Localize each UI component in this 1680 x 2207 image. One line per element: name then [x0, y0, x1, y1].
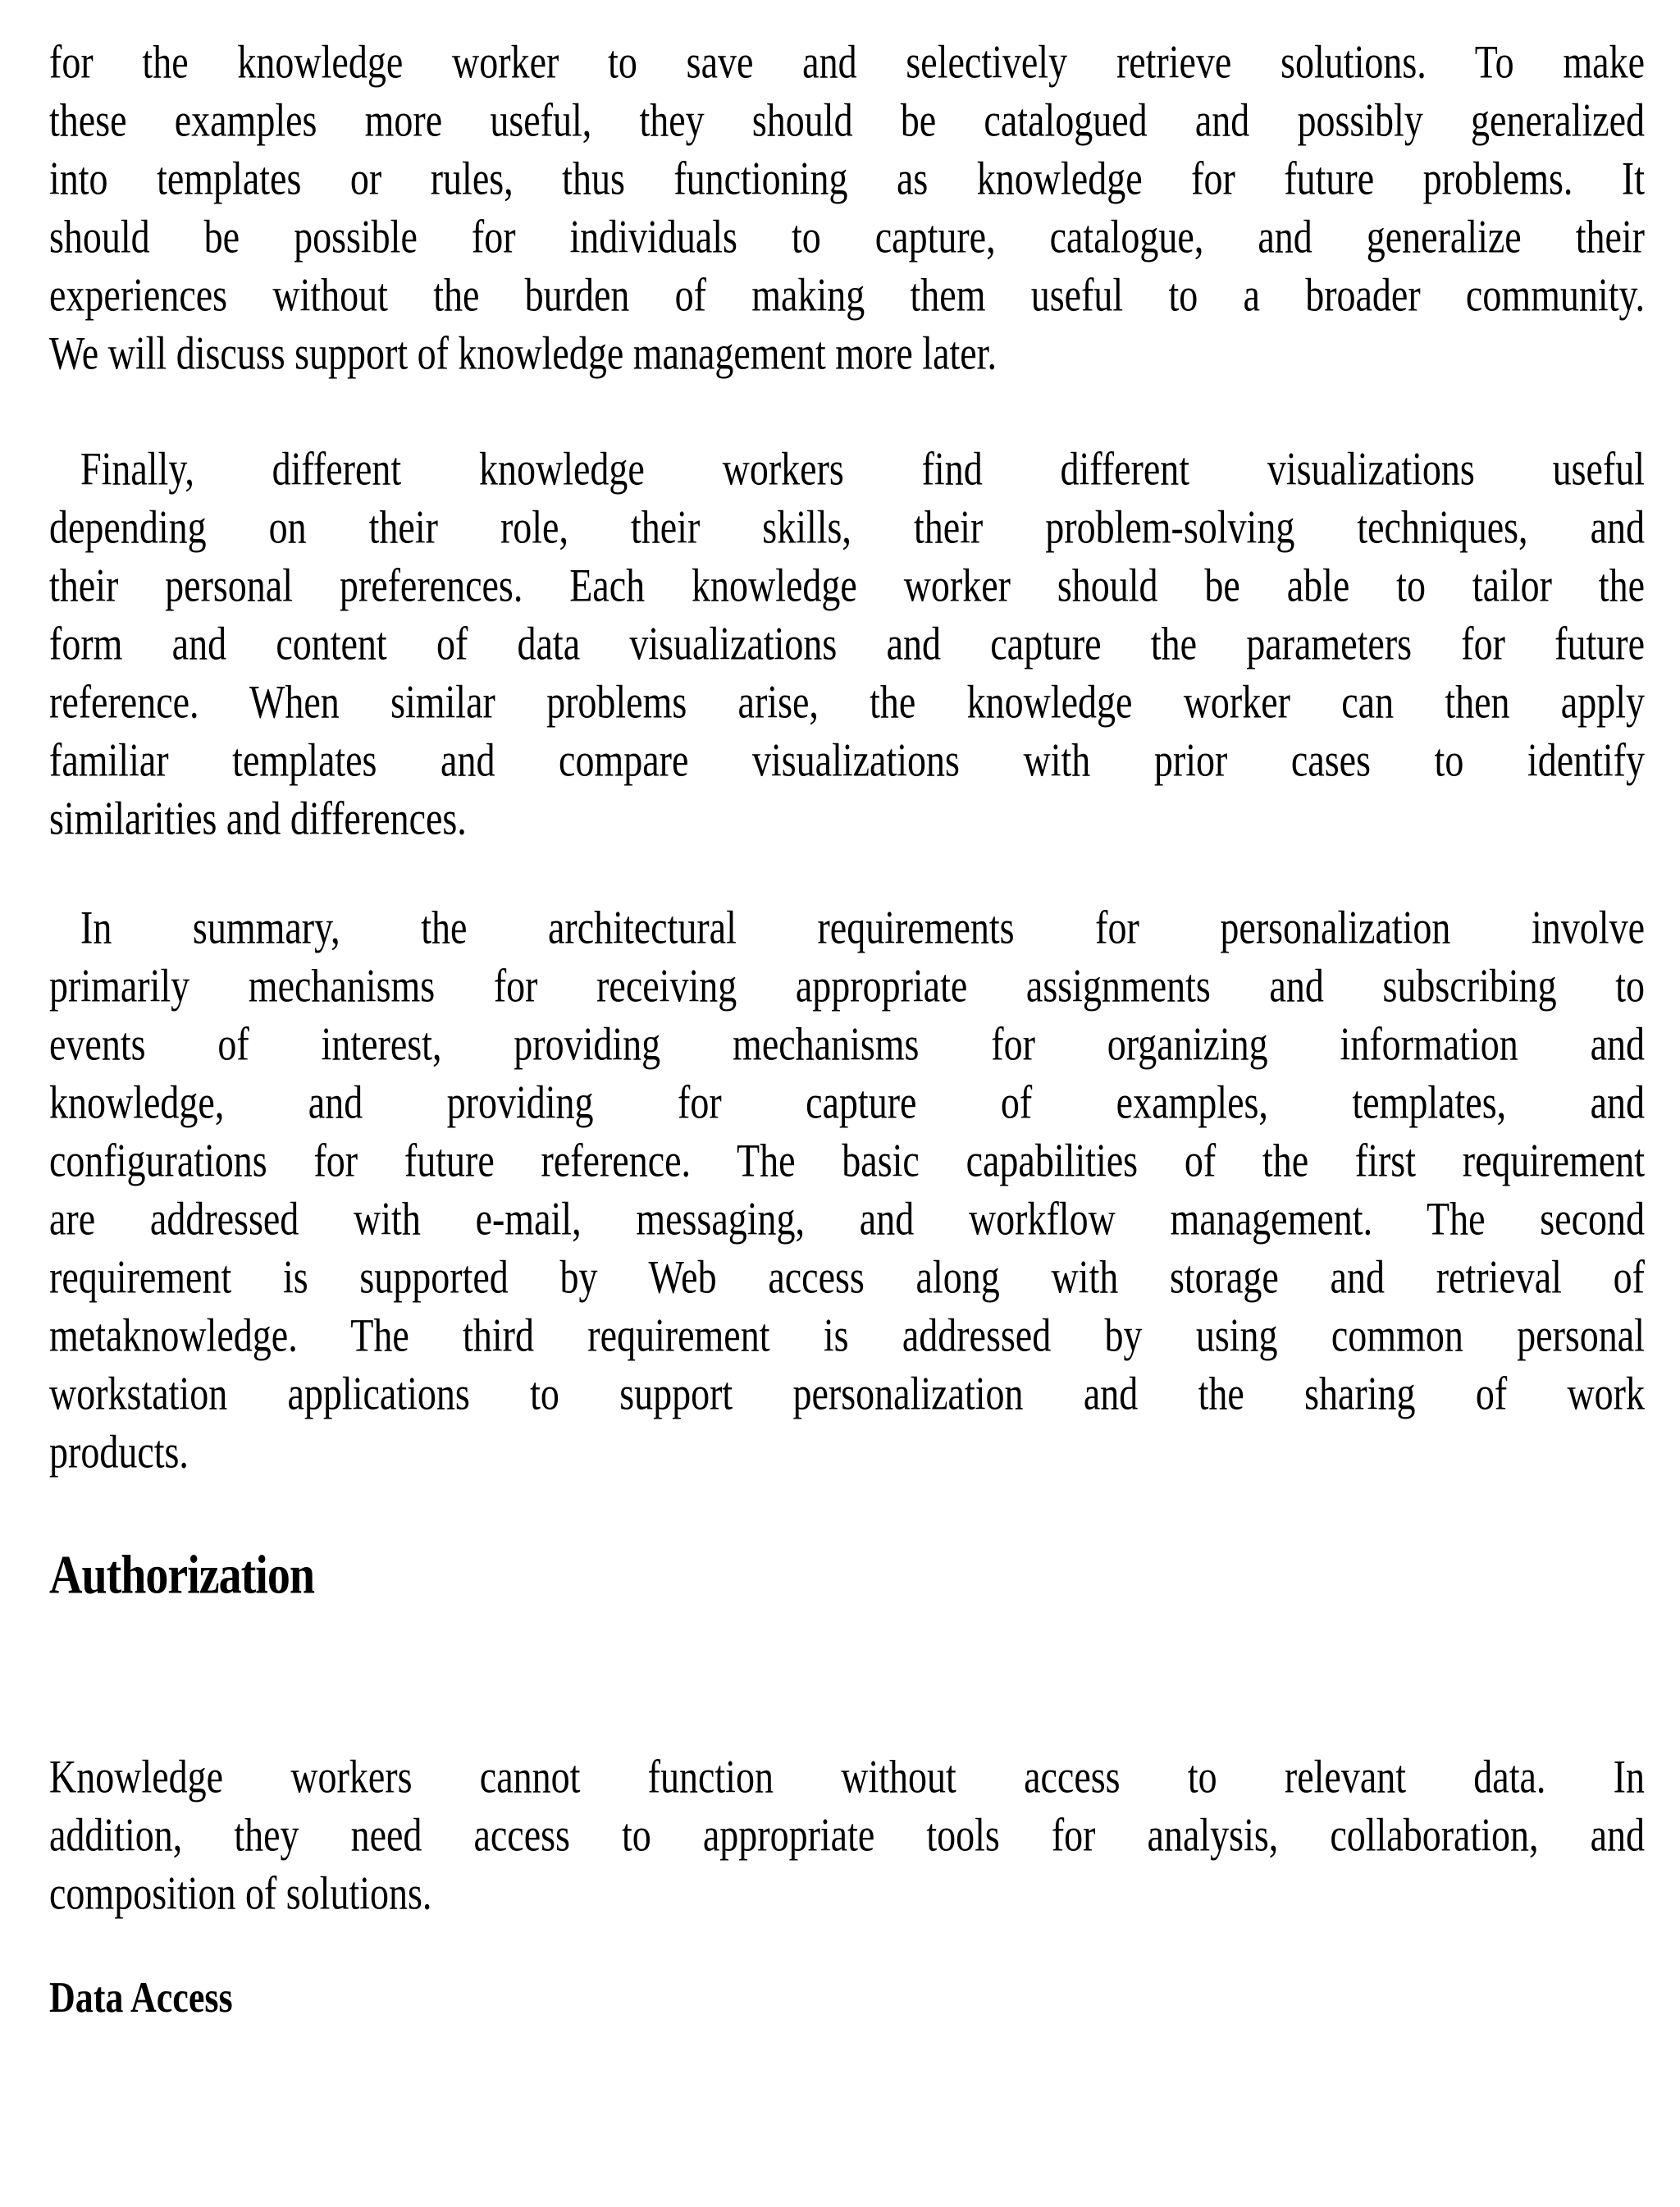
text-line: experiences without the burden of making them useful to a broader community.: [49, 268, 1645, 322]
text-line: their personal preferences. Each knowledge worker should be able to tailor the: [49, 559, 1645, 612]
text-line: familiar templates and compare visualizations with prior cases to identify: [49, 733, 1645, 787]
text-line: primarily mechanisms for receiving appropriate assignments and subscribing to: [49, 959, 1645, 1012]
text-line: knowledge, and providing for capture of examples, templates, and: [49, 1076, 1645, 1129]
text-line: these examples more useful, they should be catalogued and possibly generalized: [49, 94, 1645, 147]
text-line: addition, they need access to appropriate tools for analysis, collaboration, and: [49, 1808, 1645, 1862]
text-line: should be possible for individuals to capture, catalogue, and generalize their: [49, 210, 1645, 263]
paragraph-2: [49, 440, 1645, 848]
text-line: depending on their role, their skills, their problem-solving techniques, and: [49, 500, 1645, 554]
text-line: requirement is supported by Web access along with storage and retrieval of: [49, 1250, 1645, 1304]
text-line: into templates or rules, thus functioning as knowledge for future problems. It: [49, 152, 1645, 205]
subsection-heading-data-access: Data Access: [49, 1973, 233, 2022]
text-line: similarities and differences.: [49, 792, 467, 845]
text-block: [49, 33, 1645, 2022]
text-line: products.: [49, 1425, 189, 1478]
paragraph-1: [49, 33, 1645, 382]
text-line: are addressed with e-mail, messaging, and workflow management. The second: [49, 1192, 1645, 1245]
text-line: In summary, the architectural requirements for personalization involve: [80, 901, 1645, 954]
text-line: events of interest, providing mechanisms for organizing information and: [49, 1017, 1645, 1071]
text-line: composition of solutions.: [49, 1867, 432, 1920]
text-line: workstation applications to support personalization and the sharing of work: [49, 1367, 1645, 1420]
text-line: We will discuss support of knowledge management more later.: [49, 327, 997, 380]
paragraph-3: [49, 898, 1645, 1481]
text-line: Finally, different knowledge workers find different visualizations useful: [80, 442, 1645, 496]
text-line: metaknowledge. The third requirement is addressed by using common personal: [49, 1309, 1645, 1362]
section-heading-authorization: Authorization: [49, 1544, 314, 1606]
text-line: form and content of data visualizations and capture the parameters for future: [49, 617, 1645, 670]
text-line: for the knowledge worker to save and selectively retrieve solutions. To make: [49, 35, 1645, 89]
text-line: configurations for future reference. The basic capabilities of the first requirement: [49, 1134, 1645, 1187]
text-line: reference. When similar problems arise, the knowledge worker can then apply: [49, 675, 1645, 729]
text-line: Knowledge workers cannot function without access to relevant data. In: [49, 1750, 1645, 1803]
paragraph-4: [49, 1748, 1645, 1922]
